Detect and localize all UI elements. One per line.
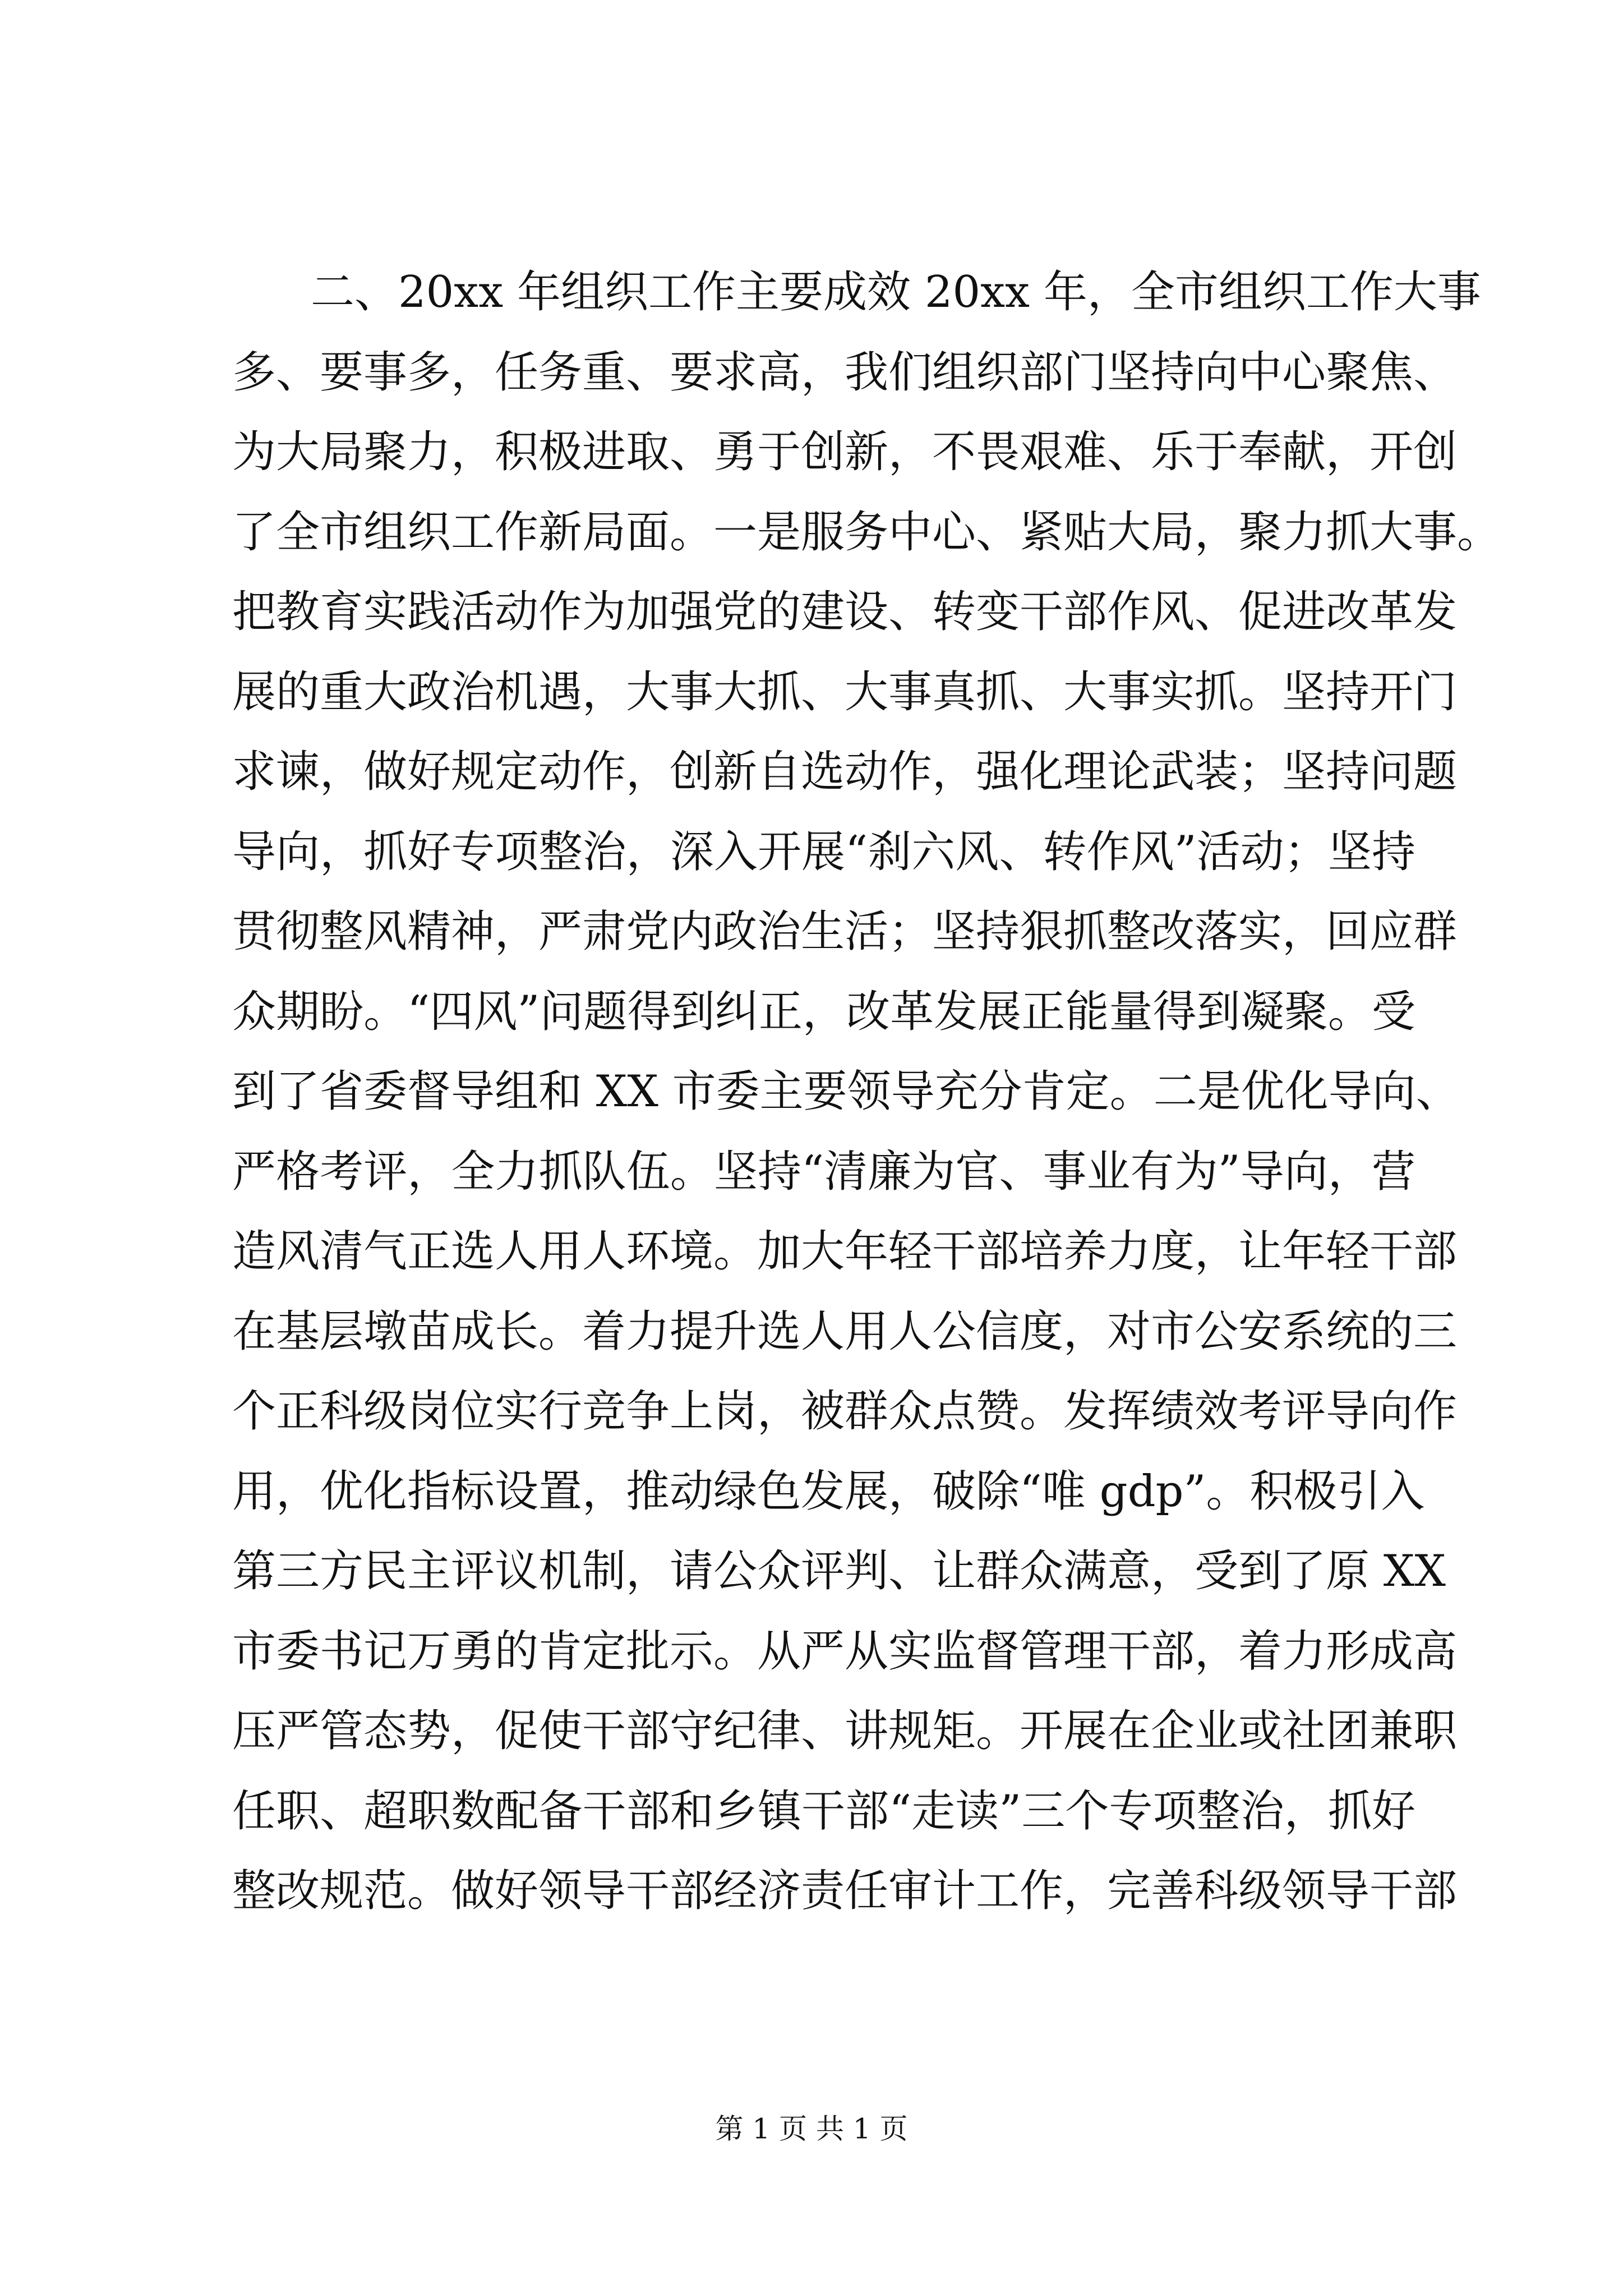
text-line: 了全市组织工作新局面。一是服务中心、紧贴大局，聚力抓大事。 [232,507,1501,558]
text-line: 任职、超职数配备干部和乡镇干部“走读”三个专项整治，抓好 [232,1786,1415,1837]
text-line: 造风清气正选人用人环境。加大年轻干部培养力度，让年轻干部 [232,1226,1458,1277]
text-line: 整改规范。做好领导干部经济责任审计工作，完善科级领导干部 [232,1866,1458,1916]
text-line: 到了省委督导组和 XX 市委主要领导充分肯定。二是优化导向、 [232,1066,1460,1117]
text-line: 展的重大政治机遇，大事大抓、大事真抓、大事实抓。坚持开门 [232,666,1458,717]
text-line: 第三方民主评议机制，请公众评判、让群众满意，受到了原 XX [232,1546,1446,1596]
text-line: 在基层墩苗成长。着力提升选人用人公信度，对市公安系统的三 [232,1306,1458,1357]
text-line: 个正科级岗位实行竞争上岗，被群众点赞。发挥绩效考评导向作 [232,1386,1458,1437]
text-line: 导向，抓好专项整治，深入开展“刹六风、转作风”活动；坚持 [232,826,1415,877]
text-line: 贯彻整风精神，严肃党内政治生活；坚持狠抓整改落实，回应群 [232,907,1458,957]
text-line: 压严管态势，促使干部守纪律、讲规矩。开展在企业或社团兼职 [232,1706,1458,1756]
page-footer: 第 1 页 共 1 页 [715,2113,908,2145]
text-line: 为大局聚力，积极进取、勇于创新，不畏艰难、乐于奉献，开创 [232,427,1458,477]
text-line: 市委书记万勇的肯定批示。从严从实监督管理干部，着力形成高 [232,1626,1458,1677]
text-line: 求谏，做好规定动作，创新自选动作，强化理论武装；坚持问题 [232,747,1458,797]
text-line: 众期盼。“四风”问题得到纠正，改革发展正能量得到凝聚。受 [232,986,1415,1037]
text-line: 严格考评，全力抓队伍。坚持“清廉为官、事业有为”导向，营 [232,1146,1415,1197]
body-paragraph [232,252,1501,1931]
text-line: 用，优化指标设置，推动绿色发展，破除“唯 gdp”。积极引入 [232,1466,1425,1517]
text-line: 多、要事多，任务重、要求高，我们组织部门坚持向中心聚焦、 [232,347,1458,398]
text-line: 二、20xx 年组织工作主要成效 20xx 年，全市组织工作大事 [311,267,1481,318]
text-line: 把教育实践活动作为加强党的建设、转变干部作风、促进改革发 [232,587,1458,637]
